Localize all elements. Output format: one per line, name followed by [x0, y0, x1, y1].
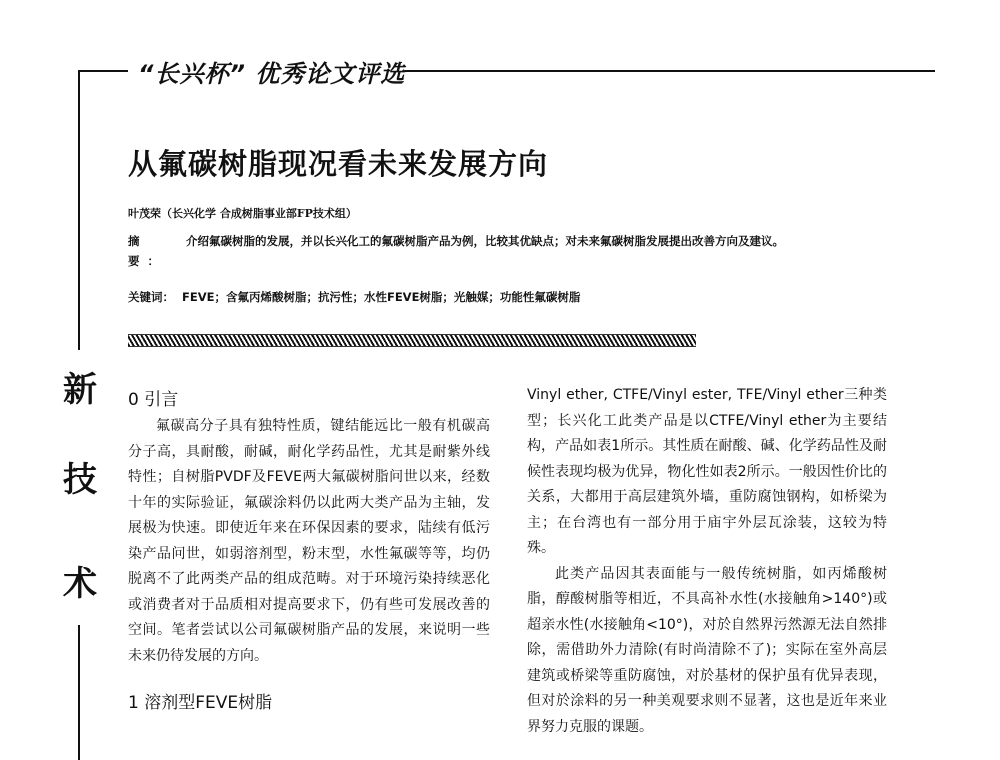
intro-paragraph: 氟碳高分子具有独特性质，键结能远比一般有机碳高分子高，具耐酸，耐碱，耐化学药品性，尤其是耐紫外线特性；自树脂PVDF及FEVE两大氟碳树脂问世以来，经数十年的实际验证，氟碳涂料仍以此两大类产品为主轴，发展极为快速。即使近年来在环保因素的要求，陆续有低污染产品问世，如弱溶剂型，粉末型，水性氟碳等等，均仍脱离不了此两类产品的组成范畴。对于环境污染持续恶化或消费者对于品质相对提高要求下，仍有些可发展改善的空间。笔者尝试以公司氟碳树脂产品的发展，来说明一些未来仍待发展的方向。: [128, 418, 490, 664]
right-column: [527, 383, 887, 740]
section-heading-intro: 0 引言: [128, 390, 179, 410]
header-rule-left: [78, 70, 128, 72]
header-rule-right: [405, 70, 935, 72]
keywords: [128, 289, 828, 305]
right-paragraph-2: 此类产品因其表面能与一般传统树脂，如丙烯酸树脂，醇酸树脂等相近，不具高补水性(水接触角>140°)或超亲水性(水接触角<10°)，对於自然界污然源无法自然排除，需借助外力清除(有时尚清除不了)；实际在室外高层建筑或桥梁等重防腐蚀，对於基材的保护虽有优异表现，但对於涂料的另一种美观要求则不显著，这也是近年来业界努力克服的课题。: [527, 565, 887, 735]
abstract-label: 摘 要：: [128, 234, 167, 268]
hatched-separator: [128, 334, 696, 347]
side-label-char-2: 技: [63, 460, 97, 500]
side-label-char-3: 术: [63, 564, 97, 604]
keywords-text: FEVE；含氟丙烯酸树脂；抗污性；水性FEVE树脂；光触媒；功能性氟碳树脂: [182, 290, 581, 304]
article-title: 从氟碳树脂现况看未来发展方向: [128, 147, 549, 181]
side-rule-top: [78, 70, 80, 350]
column-title: “长兴杯” 优秀论文评选: [138, 60, 406, 88]
abstract-text: 介绍氟碳树脂的发展，并以长兴化工的氟碳树脂产品为例，比较其优缺点；对未来氟碳树脂发展提出改善方向及建议。: [186, 234, 784, 248]
right-paragraph-1: Vinyl ether, CTFE/Vinyl ester, TFE/Vinyl ether三种类型；长兴化工此类产品是以CTFE/Vinyl ether为主要结构，产品如表1所示。其性质在耐酸、碱、化学药品性及耐候性表现均极为优异，物化性如表2所示。一般因性价比的关系，大都用于高层建筑外墙，重防腐蚀钢构，如桥梁为主；在台湾也有一部分用于庙宇外层瓦涂装，这较为特殊。: [527, 387, 887, 556]
side-label-char-1: 新: [63, 370, 97, 410]
left-column: [128, 388, 490, 715]
article-author: 叶茂荣（长兴化学 合成树脂事业部FP技术组）: [128, 207, 357, 220]
side-rule-bottom: [78, 625, 80, 760]
keywords-label: 关键词：: [128, 290, 174, 304]
abstract: [128, 231, 828, 271]
section-heading-feve: 1 溶剂型FEVE树脂: [128, 693, 273, 713]
